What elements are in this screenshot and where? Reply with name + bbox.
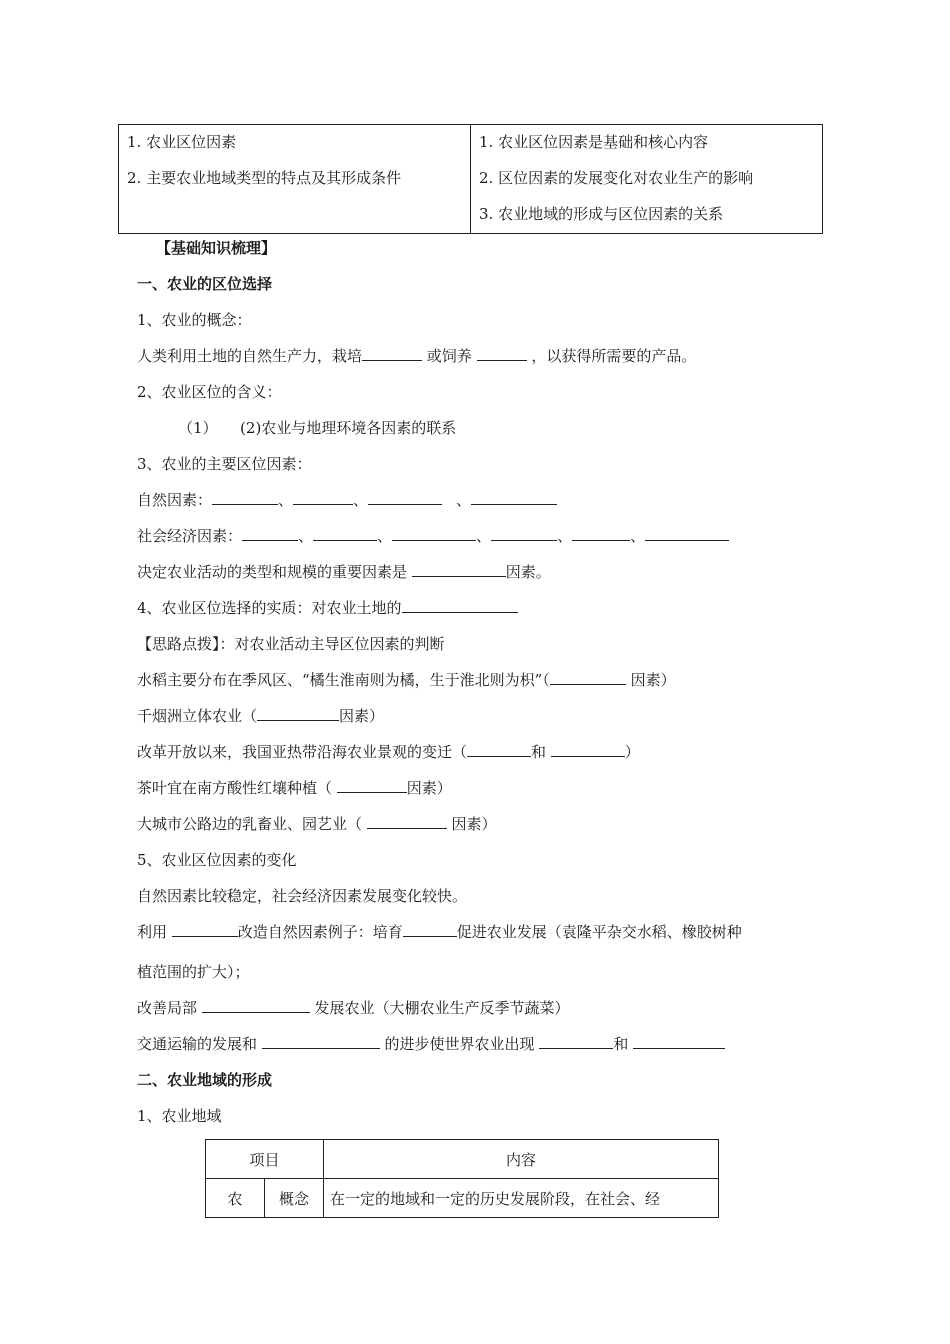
text: 因素） [625, 671, 676, 689]
agricultural-region-table [205, 1139, 719, 1218]
text: 因素） [406, 779, 452, 797]
sep: 、 [353, 491, 369, 509]
text: ） [624, 743, 640, 761]
text: 4、农业区位选择的实质：对农业土地的 [137, 599, 402, 617]
section2-title: 二、农业地域的形成 [137, 1071, 273, 1089]
label: 自然因素： [137, 491, 213, 509]
use-technology [137, 922, 742, 942]
text: 水稻主要分布在季风区、“橘生淮南则为橘，生于淮北则为枳”（ [137, 671, 550, 689]
text: 利用 [137, 923, 172, 941]
objectives-table [118, 124, 823, 234]
sep: 、 [298, 527, 314, 545]
blank [477, 346, 527, 361]
city-example [137, 814, 497, 834]
text: 交通运输的发展和 [137, 1035, 262, 1053]
blank [539, 1034, 613, 1049]
text: 改造自然因素例子：培育 [237, 923, 403, 941]
text: 的进步使世界农业出现 [379, 1035, 540, 1053]
text: ，以获得所需要的产品。 [526, 347, 697, 365]
sep: 、 [557, 527, 573, 545]
text: 促进农业发展（袁隆平杂交水稻、橡胶树种 [456, 923, 742, 941]
blank [551, 742, 625, 757]
blank [337, 778, 407, 793]
blank [172, 922, 238, 937]
blank [467, 742, 531, 757]
table-header-row [206, 1140, 719, 1179]
blank [471, 490, 557, 505]
sep: 、 [278, 491, 294, 509]
blank [633, 1034, 725, 1049]
reform-example [137, 742, 640, 762]
blank [242, 526, 298, 541]
sep: 、 [630, 527, 646, 545]
p5-stable: 自然因素比较稳定，社会经济因素发展变化较快。 [137, 887, 468, 905]
row-label: 农 [206, 1179, 265, 1218]
blank [367, 814, 447, 829]
decide-factor [137, 562, 551, 582]
blank [212, 490, 278, 505]
blank [368, 490, 442, 505]
objectives-right [470, 125, 822, 233]
header-item: 项目 [206, 1140, 324, 1179]
qianyanzhou-example [137, 706, 384, 726]
text: 或饲养 [422, 347, 477, 365]
objective-left-2: 2. 主要农业地域类型的特点及其形成条件 [127, 169, 402, 187]
blank [403, 922, 457, 937]
transport-development [137, 1034, 725, 1054]
p6-heading: 1、农业地域 [137, 1107, 222, 1125]
row-sublabel: 概念 [265, 1179, 324, 1218]
text: 改善局部 [137, 999, 202, 1017]
table-row [206, 1179, 719, 1218]
p5-heading: 5、农业区位因素的变化 [137, 851, 297, 869]
text: 决定农业活动的类型和规模的重要因素是 [137, 563, 412, 581]
blank [293, 490, 353, 505]
header-content: 内容 [324, 1140, 719, 1179]
p2-heading: 2、农业区位的含义： [137, 383, 282, 401]
p4-essence [137, 598, 518, 618]
social-factors [137, 526, 729, 546]
p3-heading: 3、农业的主要区位因素： [137, 455, 312, 473]
text: 因素。 [505, 563, 551, 581]
blank [412, 562, 506, 577]
p1-concept [137, 346, 696, 366]
use-technology-cont: 植范围的扩大）； [137, 963, 250, 981]
blank [262, 1034, 380, 1049]
p1-heading: 1、农业的概念： [137, 311, 252, 329]
blank [257, 706, 339, 721]
tip-heading: 【思路点拨】：对农业活动主导区位因素的判断 [137, 635, 445, 653]
text: 因素） [446, 815, 497, 833]
blank [202, 998, 310, 1013]
text: 和 [613, 1035, 634, 1053]
text: 千烟洲立体农业（ [137, 707, 258, 725]
tea-example [137, 778, 452, 798]
section1-title: 一、农业的区位选择 [137, 275, 273, 293]
objective-right-3: 3. 农业地域的形成与区位因素的关系 [479, 205, 724, 223]
sep: 、 [377, 527, 393, 545]
blank [550, 670, 626, 685]
text: 发展农业（大棚农业生产反季节蔬菜） [309, 999, 570, 1017]
objectives-left [119, 125, 470, 233]
text: 和 [531, 743, 551, 761]
text: 人类利用土地的自然生产力，栽培 [137, 347, 363, 365]
text: 大城市公路边的乳畜业、园艺业（ [137, 815, 367, 833]
heading-basic: 【基础知识梳理】 [156, 239, 277, 257]
blank [491, 526, 557, 541]
label: 社会经济因素： [137, 527, 243, 545]
blank [645, 526, 729, 541]
row-content: 在一定的地域和一定的历史发展阶段，在社会、经 [324, 1179, 719, 1218]
rice-example [137, 670, 676, 690]
objective-right-1: 1. 农业区位因素是基础和核心内容 [479, 133, 709, 151]
blank [572, 526, 630, 541]
sep: 、 [476, 527, 492, 545]
blank [362, 346, 422, 361]
natural-factors [137, 490, 557, 510]
objective-right-2: 2. 区位因素的发展变化对农业生产的影响 [479, 169, 754, 187]
p2-meaning: （1） (2)农业与地理环境各因素的联系 [178, 419, 457, 437]
blank [392, 526, 476, 541]
blank [313, 526, 377, 541]
text: 改革开放以来，我国亚热带沿海农业景观的变迁（ [137, 743, 468, 761]
text: 茶叶宜在南方酸性红壤种植（ [137, 779, 337, 797]
improve-local [137, 998, 570, 1018]
text: 因素） [339, 707, 385, 725]
sep: 、 [456, 491, 472, 509]
objective-left-1: 1. 农业区位因素 [127, 133, 237, 151]
blank [402, 598, 518, 613]
